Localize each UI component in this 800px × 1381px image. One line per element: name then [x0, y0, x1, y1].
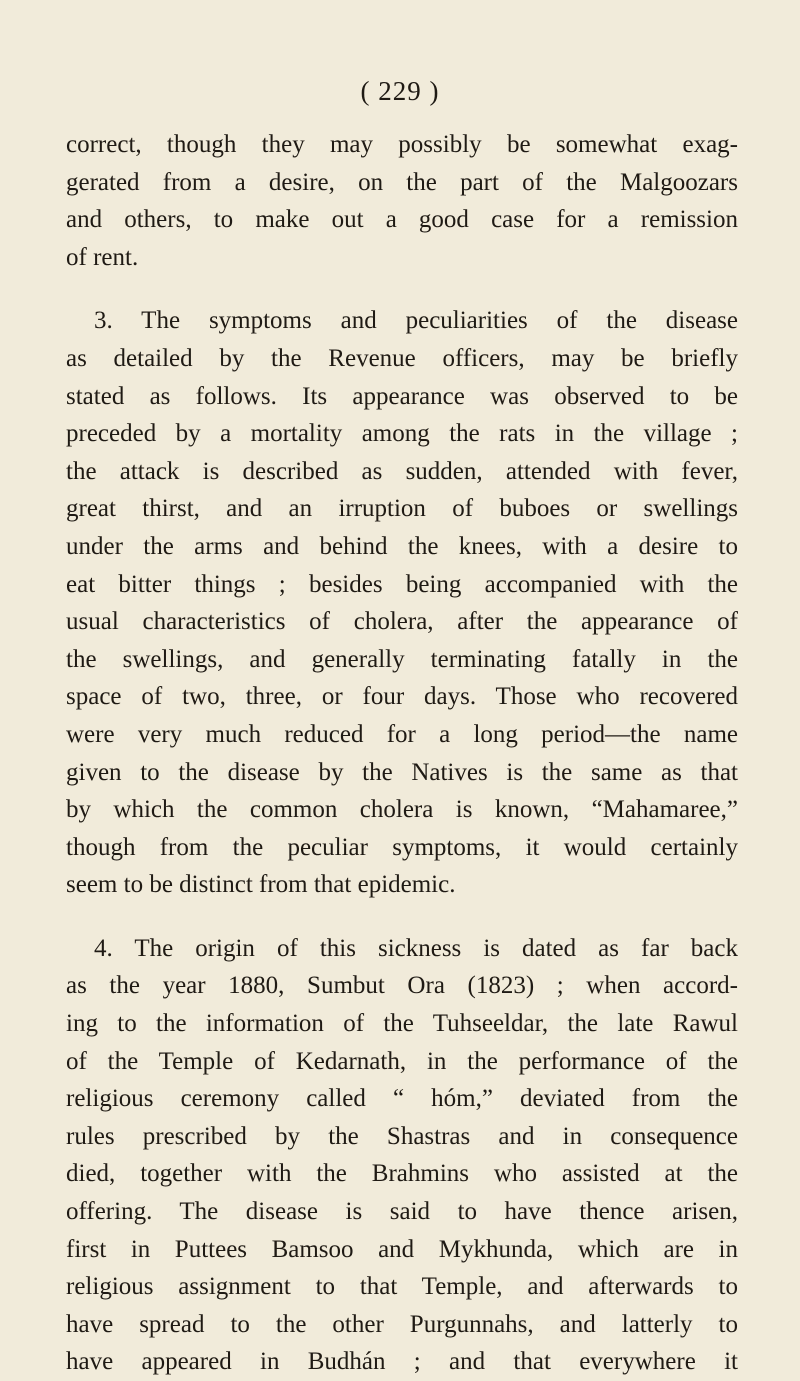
text-line: gerated from a desire, on the part of the Malgoozars	[66, 168, 738, 196]
paragraph-1	[66, 126, 738, 276]
text-line: though from the peculiar symptoms, it would certainly	[66, 833, 738, 861]
text-line: ing to the information of the Tuhseeldar, the late Rawul	[66, 1010, 738, 1038]
text-line: of the Temple of Kedarnath, in the performance of the	[66, 1047, 738, 1075]
text-line: offering. The disease is said to have thence arisen,	[66, 1198, 738, 1226]
text-line: and others, to make out a good case for a remission	[66, 206, 738, 234]
text-line: great thirst, and an irruption of buboes or swellings	[66, 495, 738, 523]
text-line: stated as follows. Its appearance was observed to be	[66, 382, 738, 410]
paragraph-gap	[66, 276, 738, 302]
paragraph-gap	[66, 904, 738, 930]
text-line: died, together with the Brahmins who assisted at the	[66, 1160, 738, 1188]
text-line: religious assignment to that Temple, and afterwards to	[66, 1273, 738, 1301]
text-line: eat bitter things ; besides being accompanied with the	[66, 570, 738, 598]
text-line: preceded by a mortality among the rats in the village ;	[66, 420, 738, 448]
text-line: first in Puttees Bamsoo and Mykhunda, which are in	[66, 1235, 738, 1263]
text-line: 3. The symptoms and peculiarities of the disease	[94, 307, 738, 335]
text-line: correct, though they may possibly be somewhat exag-	[66, 131, 738, 158]
text-line: the swellings, and generally terminating fatally in the	[66, 645, 738, 673]
text-line: rules prescribed by the Shastras and in consequence	[66, 1122, 738, 1150]
text-line: 4. The origin of this sickness is dated as far back	[94, 934, 738, 962]
text-line: seem to be distinct from that epidemic.	[66, 871, 456, 899]
text-line: usual characteristics of cholera, after the appearance of	[66, 608, 738, 636]
text-line: religious ceremony called “ hóm,” deviated from the	[66, 1085, 738, 1113]
text-line: of rent.	[66, 243, 139, 271]
text-line: were very much reduced for a long period—the name	[66, 720, 738, 748]
text-line: space of two, three, or four days. Those who recovered	[66, 683, 738, 711]
text-line: under the arms and behind the knees, with a desire to	[66, 532, 738, 560]
page-number: ( 229 )	[360, 76, 440, 106]
paragraph-3	[66, 302, 738, 904]
text-line: by which the common cholera is known, “Mahamaree,”	[66, 796, 738, 824]
text-line: have appeared in Budhán ; and that everywhere it	[66, 1348, 738, 1376]
paragraph-4	[66, 930, 738, 1381]
body-text	[66, 126, 738, 1381]
text-line: have spread to the other Purgunnahs, and latterly to	[66, 1310, 738, 1338]
text-line: given to the disease by the Natives is the same as that	[66, 758, 738, 786]
text-line: as detailed by the Revenue officers, may be briefly	[66, 344, 738, 372]
text-line: as the year 1880, Sumbut Ora (1823) ; when accord-	[66, 972, 738, 1000]
text-line: the attack is described as sudden, attended with fever,	[66, 457, 738, 485]
